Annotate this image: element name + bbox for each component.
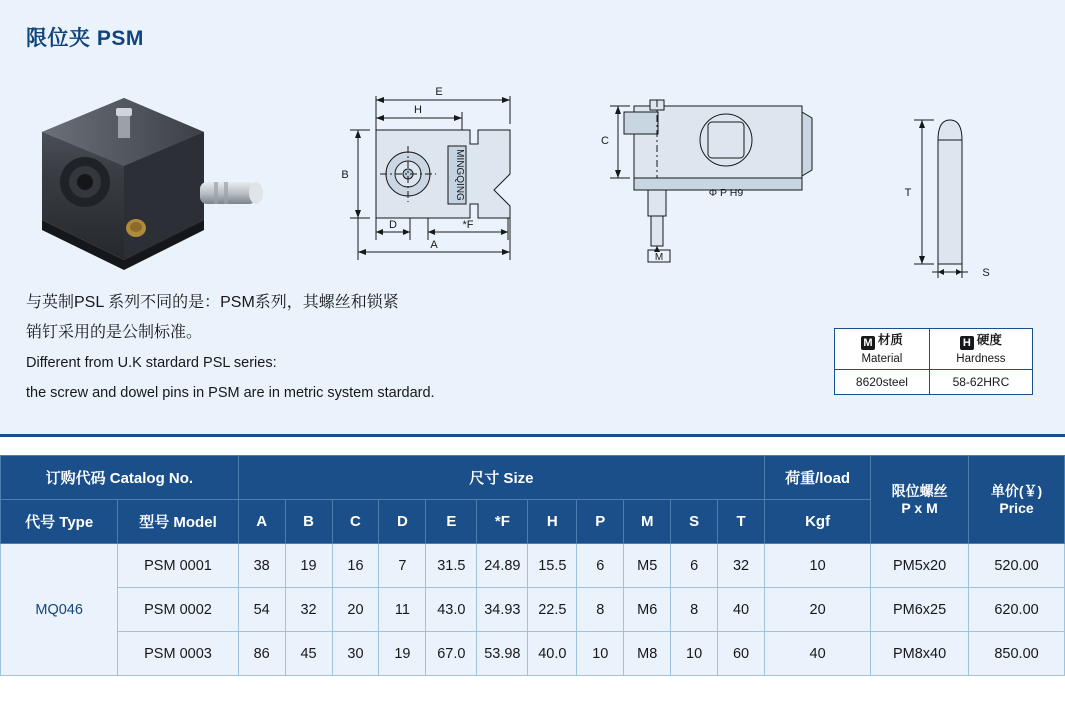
cell-M: M6 xyxy=(624,588,671,632)
specification-table xyxy=(0,455,1065,676)
dim-label-M: M xyxy=(654,252,664,263)
cell-A: 86 xyxy=(238,632,285,676)
table-row xyxy=(1,588,1065,632)
cell-S: 10 xyxy=(671,632,718,676)
cell-load: 40 xyxy=(765,632,871,676)
material-header xyxy=(835,329,930,370)
description-line-4: the screw and dowel pins in PSM are in metric system stardard. xyxy=(26,385,435,401)
header-dim-M: M xyxy=(624,500,671,544)
cell-price: 850.00 xyxy=(969,632,1065,676)
cell-D: 11 xyxy=(379,588,426,632)
cell-C: 20 xyxy=(332,588,379,632)
cell-C: 16 xyxy=(332,544,379,588)
cell-T: 60 xyxy=(718,632,765,676)
header-catalog: 订购代码 Catalog No. xyxy=(1,456,239,500)
cell-F: 34.93 xyxy=(477,588,528,632)
header-dim-P: P xyxy=(577,500,624,544)
description-line-1: 与英制PSL 系列不同的是：PSM系列，其螺丝和锁紧 xyxy=(26,294,399,311)
cell-H: 15.5 xyxy=(528,544,577,588)
cell-M: M5 xyxy=(624,544,671,588)
header-dim-A: A xyxy=(238,500,285,544)
header-price xyxy=(969,456,1065,544)
cell-E: 43.0 xyxy=(426,588,477,632)
header-load: 荷重/load xyxy=(765,456,871,500)
header-price-cn: 单价(￥) xyxy=(990,482,1043,499)
cell-T: 32 xyxy=(718,544,765,588)
hardness-key-badge: H xyxy=(960,336,974,350)
cell-D: 7 xyxy=(379,544,426,588)
header-model: 型号 Model xyxy=(118,500,238,544)
dim-label-B: B xyxy=(341,169,349,181)
hardness-cn-label: 硬度 xyxy=(976,332,1002,347)
cell-screw: PM6x25 xyxy=(871,588,969,632)
cell-P: 8 xyxy=(577,588,624,632)
material-cn-label: 材质 xyxy=(877,332,903,347)
cell-F: 24.89 xyxy=(477,544,528,588)
cell-B: 45 xyxy=(285,632,332,676)
cell-S: 8 xyxy=(671,588,718,632)
header-screw-en: P x M xyxy=(901,499,938,516)
cell-price: 620.00 xyxy=(969,588,1065,632)
cell-P: 6 xyxy=(577,544,624,588)
cell-T: 40 xyxy=(718,588,765,632)
header-dim-F: *F xyxy=(477,500,528,544)
table-row xyxy=(1,632,1065,676)
cell-B: 19 xyxy=(285,544,332,588)
cell-load: 10 xyxy=(765,544,871,588)
cell-M: M8 xyxy=(624,632,671,676)
dim-label-A: A xyxy=(430,239,438,251)
material-hardness-table xyxy=(834,328,1033,395)
model-value: PSM 0001 xyxy=(118,544,238,588)
page-title: 限位夹 PSM xyxy=(26,27,144,50)
header-dim-E: E xyxy=(426,500,477,544)
header-dim-S: S xyxy=(671,500,718,544)
side-view-drawing xyxy=(598,78,818,273)
header-size: 尺寸 Size xyxy=(238,456,764,500)
header-screw-cn: 限位螺丝 xyxy=(891,482,948,499)
dim-label-P: Φ P H9 xyxy=(708,187,744,199)
cell-screw: PM5x20 xyxy=(871,544,969,588)
material-en-label: Material xyxy=(861,352,903,365)
cell-A: 54 xyxy=(238,588,285,632)
cell-B: 32 xyxy=(285,588,332,632)
description-line-3: Different from U.K stardard PSL series: xyxy=(26,355,277,371)
cell-C: 30 xyxy=(332,632,379,676)
cell-H: 40.0 xyxy=(528,632,577,676)
pin-view-drawing xyxy=(898,80,1018,280)
cell-E: 67.0 xyxy=(426,632,477,676)
header-dim-T: T xyxy=(718,500,765,544)
dim-label-H: H xyxy=(414,104,422,116)
cell-screw: PM8x40 xyxy=(871,632,969,676)
hardness-header xyxy=(929,329,1032,370)
table-row xyxy=(1,544,1065,588)
header-price-en: Price xyxy=(999,499,1034,516)
header-load-unit: Kgf xyxy=(765,500,871,544)
dim-label-C: C xyxy=(601,135,609,147)
hardness-value: 58-62HRC xyxy=(929,370,1032,395)
material-value: 8620steel xyxy=(835,370,930,395)
header-type: 代号 Type xyxy=(1,500,118,544)
header-dim-B: B xyxy=(285,500,332,544)
cell-price: 520.00 xyxy=(969,544,1065,588)
dim-label-F: *F xyxy=(462,219,474,231)
type-value: MQ046 xyxy=(1,544,118,676)
description-block xyxy=(26,288,586,408)
header-dim-D: D xyxy=(379,500,426,544)
cell-A: 38 xyxy=(238,544,285,588)
cell-D: 19 xyxy=(379,632,426,676)
dim-label-S: S xyxy=(982,267,990,279)
header-dim-C: C xyxy=(332,500,379,544)
cell-H: 22.5 xyxy=(528,588,577,632)
cell-F: 53.98 xyxy=(477,632,528,676)
header-screw xyxy=(871,456,969,544)
model-value: PSM 0003 xyxy=(118,632,238,676)
material-key-badge: M xyxy=(861,336,875,350)
dim-label-D: D xyxy=(389,219,397,231)
cell-P: 10 xyxy=(577,632,624,676)
hardness-en-label: Hardness xyxy=(956,352,1006,365)
header-dim-H: H xyxy=(528,500,577,544)
product-photo xyxy=(28,70,298,270)
front-view-drawing xyxy=(318,78,538,273)
dim-label-E: E xyxy=(435,86,443,98)
cell-load: 20 xyxy=(765,588,871,632)
model-value: PSM 0002 xyxy=(118,588,238,632)
dim-label-T: T xyxy=(904,187,912,199)
cell-S: 6 xyxy=(671,544,718,588)
brand-label: MINGQING xyxy=(454,149,465,201)
description-line-2: 销钉采用的是公制标准。 xyxy=(26,324,203,341)
cell-E: 31.5 xyxy=(426,544,477,588)
